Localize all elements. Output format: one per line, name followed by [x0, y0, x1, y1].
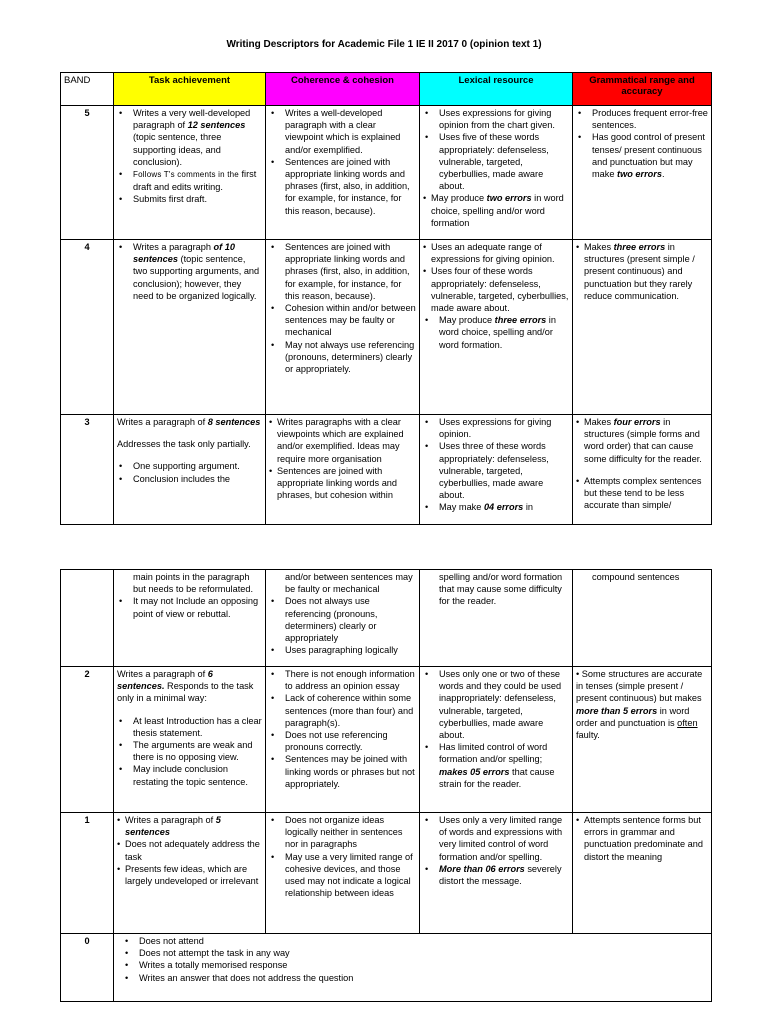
grammar-cell [573, 813, 712, 934]
list-item: • Writes a well-developed paragraph with a clear viewpoint which is explained and/or exemplified. [269, 107, 416, 156]
list-item: • It may not Include an opposing point of view or rebuttal. [117, 595, 262, 619]
descriptor-table-part-1 [60, 72, 712, 525]
list-item: • May produce two errors in word choice, spelling and/or word formation [423, 192, 569, 229]
list-item: • Uses five of these words appropriately: defenseless, vulnerable, targeted, cyberbullies, made aware about. [423, 131, 569, 192]
coherence-cell [266, 240, 420, 415]
list-item: spelling and/or word formation that may cause some difficulty for the reader. [439, 572, 563, 607]
list-item: • Does not organize ideas logically neither in sentences nor in paragraphs [269, 814, 416, 851]
list-item: • Sentences are joined with appropriate linking words and phrases (first, also, in addition, for example, for instance, for this reason, because). [269, 156, 416, 217]
list-item: • Sentences are joined with appropriate linking words and phrases, but cohesion within [269, 465, 416, 502]
coherence-cell [266, 667, 420, 813]
band-1-row [61, 813, 712, 934]
coherence-cell [266, 813, 420, 934]
list-item: • The arguments are weak and there is no opposing view. [117, 739, 262, 763]
list-item: • One supporting argument. [117, 460, 262, 472]
band-3-row [61, 415, 712, 525]
list-item: • Does not attend [117, 935, 708, 947]
list-item: • Does not use referencing pronouns correctly. [269, 729, 416, 753]
header-row [61, 73, 712, 106]
task-cell [114, 415, 266, 525]
band-header: BAND [61, 73, 114, 106]
list-item: • Writes a very well-developed paragraph of 12 sentences (topic sentence, three supporting ideas, and conclusion). [117, 107, 262, 168]
list-item: • Writes an answer that does not address the question [117, 972, 708, 984]
document-title: Writing Descriptors for Academic File 1 IE II 2017 0 (opinion text 1) [226, 39, 542, 50]
list-item: • May produce three errors in word choice, spelling and/or word formation. [423, 314, 569, 351]
list-item: • Uses expressions for giving opinion from the chart given. [423, 107, 569, 131]
list-item: • Presents few ideas, which are largely undeveloped or irrelevant [117, 863, 262, 887]
list-item: • Uses an adequate range of expressions for giving opinion. [423, 241, 569, 265]
list-item: • Cohesion within and/or between sentences may be faulty or mechanical [269, 302, 416, 339]
list-item: • Uses four of these words appropriately: defenseless, vulnerable, targeted, cyberbullies, made aware about. [423, 265, 569, 314]
grammar-cell [573, 415, 712, 525]
list-item: • May not always use referencing (pronouns, determiners) clearly or appropriately. [269, 339, 416, 376]
list-item: • Writes paragraphs with a clear viewpoints which are explained and/or exemplified. Ideas may require more organisation [269, 416, 416, 465]
list-item: • Submits first draft. [117, 193, 262, 205]
list-item: compound sentences [592, 572, 680, 582]
list-item: • Has good control of present tenses/ present continuous and punctuation but may make two errors. [576, 131, 708, 180]
lexical-cell [420, 106, 573, 240]
list-item: • Uses three of these words appropriately: defenseless, vulnerable, targeted, cyberbullies, made aware about. [423, 440, 569, 501]
band-number: 1 [61, 813, 114, 934]
task-cell [114, 240, 266, 415]
grammatical-range-header: Grammatical range and accuracy [573, 73, 712, 106]
grammar-cell [573, 667, 712, 813]
list-item: • Lack of coherence within some sentences (more than four) and paragraph(s). [269, 692, 416, 729]
task-achievement-header: Task achievement [114, 73, 266, 106]
lexical-resource-header: Lexical resource [420, 73, 573, 106]
list-item: • Conclusion includes the [117, 473, 262, 485]
band-2-row [61, 667, 712, 813]
list-item: • May include conclusion restating the topic sentence. [117, 763, 262, 787]
band-number: 2 [61, 667, 114, 813]
list-item: • Makes three errors in structures (present simple / present continuous) and punctuation but they rarely reduce communication. [576, 241, 708, 302]
task-line: Addresses the task only partially. [117, 439, 251, 450]
list-item: • Writes a totally memorised response [117, 959, 708, 971]
band-number: 4 [61, 240, 114, 415]
band-5-row [61, 106, 712, 240]
coherence-cohesion-header: Coherence & cohesion [266, 73, 420, 106]
task-line: Writes a paragraph of 6 sentences. Responds to the task only in a minimal way: [117, 669, 254, 704]
list-item: • Uses only a very limited range of words and expressions with very limited control of word formation and/or spelling. [423, 814, 569, 863]
list-item: • Uses expressions for giving opinion. [423, 416, 569, 440]
list-item: • Does not always use referencing (pronouns, determiners) clearly or appropriately [269, 595, 416, 644]
band-number: 3 [61, 415, 114, 525]
list-item: • Sentences are joined with appropriate linking words and phrases (first, also, in addition, for example, for instance, for this reason, because). [269, 241, 416, 302]
list-item: • Writes a paragraph of 5 sentences [117, 814, 262, 838]
task-cell [114, 106, 266, 240]
list-item: • Uses paragraphing logically [269, 644, 416, 656]
list-item: • Produces frequent error-free sentences. [576, 107, 708, 131]
grammar-cell [573, 570, 712, 667]
list-item: • More than 06 errors severely distort the message. [423, 863, 569, 887]
list-item: • Makes four errors in structures (simple forms and word order) that can cause some difficulty for the reader. [576, 416, 708, 465]
task-cell [114, 667, 266, 813]
list-item: • May make 04 errors in [423, 501, 569, 513]
task-cell [114, 570, 266, 667]
coherence-cell [266, 570, 420, 667]
list-item: • Sentences may be joined with linking words or phrases but not appropriately. [269, 753, 416, 790]
list-item: • At least Introduction has a clear thesis statement. [117, 715, 262, 739]
list-item: main points in the paragraph but needs to be reformulated. [133, 572, 254, 595]
list-item: • Writes a paragraph of 10 sentences (topic sentence, two supporting arguments, and conclusion); however, they need to be organized logically. [117, 241, 262, 302]
coherence-cell [266, 415, 420, 525]
task-line: Writes a paragraph of 8 sentences [117, 417, 261, 427]
band-0-cell [114, 934, 712, 1002]
descriptor-table-part-2 [60, 569, 712, 1002]
list-item: • There is not enough information to address an opinion essay [269, 668, 416, 692]
band-3-continued-row [61, 570, 712, 667]
list-item: • Attempts sentence forms but errors in grammar and punctuation predominate and distort the meaning [576, 814, 708, 863]
list-item: • Attempts complex sentences but these tend to be less accurate than simple/ [576, 475, 708, 512]
list-item: • May use a very limited range of cohesive devices, and those used may not indicate a logical relationship between ideas [269, 851, 416, 900]
lexical-cell [420, 667, 573, 813]
lexical-cell [420, 813, 573, 934]
list-item: • Does not adequately address the task [117, 838, 262, 862]
list-item: and/or between sentences may be faulty or mechanical [285, 572, 413, 595]
grammar-line: • Some structures are accurate in tenses (simple present / present continuous) but makes more than 5 errors in word order and punctuation is often faulty. [576, 669, 703, 741]
band-number [61, 570, 114, 667]
list-item: • Does not attempt the task in any way [117, 947, 708, 959]
lexical-cell [420, 240, 573, 415]
lexical-cell [420, 570, 573, 667]
list-item: • Has limited control of word formation and/or spelling; makes 05 errors that cause strain for the reader. [423, 741, 569, 790]
grammar-cell [573, 106, 712, 240]
grammar-cell [573, 240, 712, 415]
coherence-cell [266, 106, 420, 240]
band-0-row [61, 934, 712, 1002]
band-number: 5 [61, 106, 114, 240]
list-item: • Follows T's comments in the first draft and edits writing. [117, 168, 262, 193]
task-cell [114, 813, 266, 934]
lexical-cell [420, 415, 573, 525]
band-number: 0 [61, 934, 114, 1002]
band-4-row [61, 240, 712, 415]
list-item: • Uses only one or two of these words and they could be used inappropriately: defenseless, vulnerable, targeted, cyberbullies, made aware about. [423, 668, 569, 741]
